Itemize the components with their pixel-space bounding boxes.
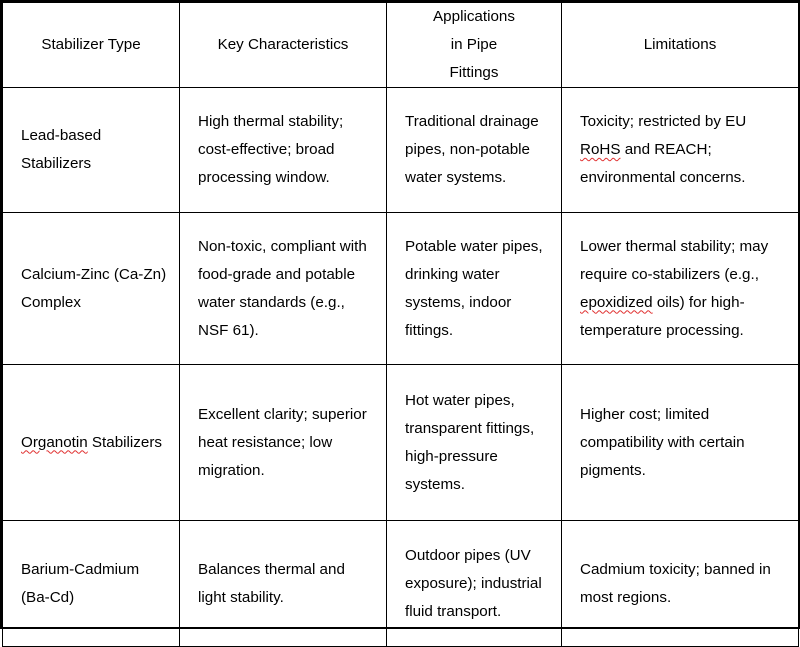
- cell-applications: Traditional drainage pipes, non-potable water systems.: [387, 88, 562, 213]
- spellcheck-flagged-word: RoHS: [580, 141, 621, 158]
- cell-type: Calcium-Zinc (Ca-Zn) Complex: [3, 213, 180, 365]
- spellcheck-flagged-word: Organotin: [21, 433, 88, 451]
- table-row: [3, 365, 799, 521]
- cell-applications: Outdoor pipes (UV exposure); industrial fluid transport.: [387, 521, 562, 647]
- cell-characteristics: Balances thermal and light stability.: [180, 521, 387, 647]
- cell-applications: Potable water pipes, drinking water systems, indoor fittings.: [387, 213, 562, 365]
- header-key-characteristics: Key Characteristics: [180, 3, 387, 88]
- stabilizer-comparison-table: [2, 2, 799, 647]
- cell-characteristics: Non-toxic, compliant with food-grade and potable water standards (e.g., NSF 61).: [180, 213, 387, 365]
- cell-limitations: Cadmium toxicity; banned in most regions.: [562, 521, 799, 647]
- cell-limitations: Lower thermal stability; may require co-stabilizers (e.g., epoxidized oils) for high-temperature processing.: [562, 213, 799, 365]
- cell-characteristics: High thermal stability; cost-effective; broad processing window.: [180, 88, 387, 213]
- table-row: [3, 521, 799, 647]
- spellcheck-flagged-word: epoxidized: [580, 293, 653, 311]
- cell-type: Barium-Cadmium (Ba-Cd): [3, 521, 180, 647]
- cell-limitations: Higher cost; limited compatibility with certain pigments.: [562, 365, 799, 521]
- cell-limitations: Toxicity; restricted by EU RoHS and REACH; environmental concerns.: [562, 88, 799, 213]
- header-limitations: Limitations: [562, 3, 799, 88]
- table-header-row: [3, 3, 799, 88]
- cell-type: Lead-based Stabilizers: [3, 88, 180, 213]
- cell-applications: Hot water pipes, transparent fittings, high-pressure systems.: [387, 365, 562, 521]
- cell-characteristics: Excellent clarity; superior heat resistance; low migration.: [180, 365, 387, 521]
- table-row: [3, 88, 799, 213]
- header-stabilizer-type: Stabilizer Type: [3, 3, 180, 88]
- header-applications: Applications in Pipe Fittings: [387, 3, 562, 88]
- table-row: [3, 213, 799, 365]
- cell-type: Organotin Stabilizers: [3, 365, 180, 521]
